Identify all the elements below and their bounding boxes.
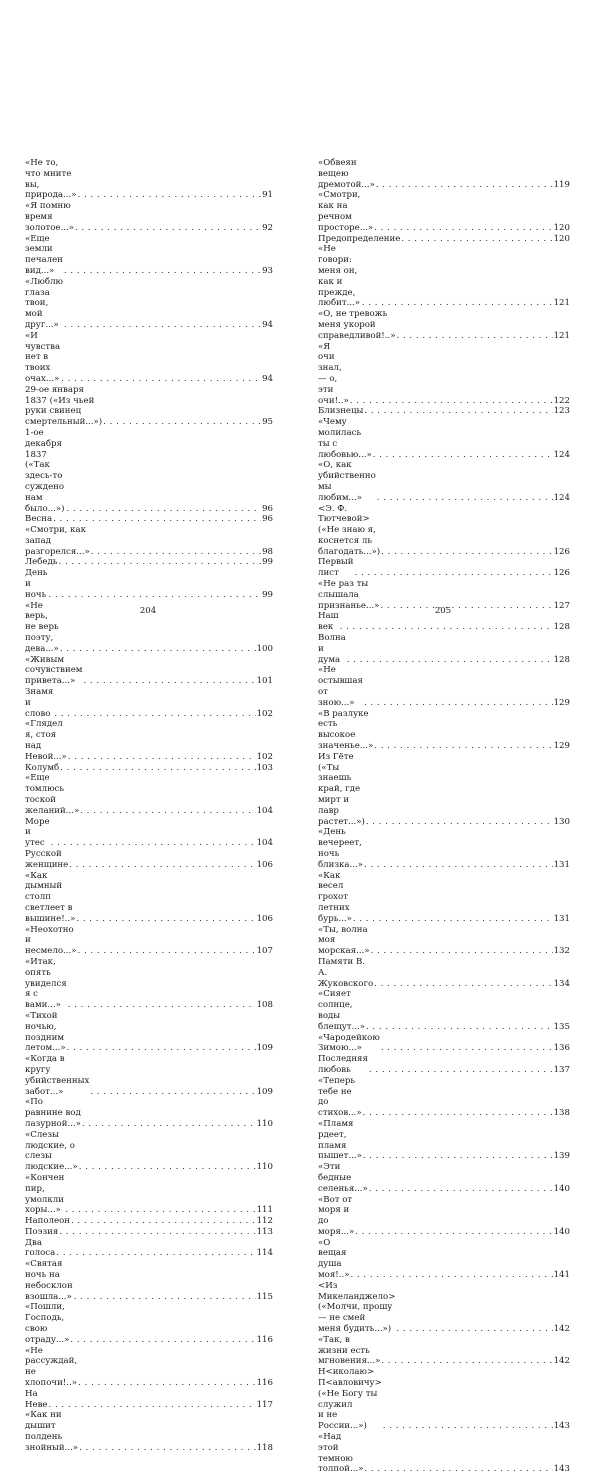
toc-entry-title: «Итак, опять увиделся я с вами...»	[25, 956, 67, 1011]
dot-leader	[64, 266, 261, 277]
toc-entry-page: 112	[256, 1216, 273, 1227]
dot-leader	[364, 698, 553, 709]
toc-entry-page: 124	[553, 492, 570, 503]
toc-entry-title: «Пламя рдеет, пламя пышет...»	[318, 1118, 362, 1162]
toc-entry-page: 116	[256, 1378, 273, 1389]
toc-entry-page: 124	[553, 449, 570, 460]
toc-entry	[25, 773, 273, 816]
toc-entry-title: «Не то, что мните вы, природа...»	[25, 158, 77, 201]
dot-leader	[350, 396, 553, 407]
toc-entry-title: «По равнине вод лазурной...»	[25, 1097, 81, 1129]
toc-entry	[318, 709, 570, 752]
toc-entry	[318, 158, 570, 190]
toc-entry-title: «Святая ночь на небосклон взошла...»	[25, 1259, 73, 1302]
toc-entry-page: 94	[262, 373, 273, 384]
toc-entry	[25, 557, 273, 568]
toc-entry	[318, 244, 570, 309]
toc-entry	[25, 1410, 273, 1453]
toc-entry-page: 103	[256, 762, 273, 773]
toc-entry-title: Весна	[25, 514, 53, 525]
toc-entry	[25, 655, 273, 687]
toc-entry	[25, 1389, 273, 1411]
dot-leader	[48, 590, 261, 601]
dot-leader	[90, 1087, 255, 1098]
dot-leader	[53, 514, 261, 525]
toc-entry-page: 129	[553, 697, 570, 708]
toc-entry-title: День и ночь	[25, 568, 48, 600]
toc-entry	[25, 1238, 273, 1260]
toc-entry-title: «Пошли, Господь, свою отраду...»	[25, 1302, 70, 1345]
toc-entry-page: 101	[256, 676, 273, 687]
toc-entry-page: 120	[553, 222, 570, 233]
toc-entry-title: «Сияет солнце, воды блещут...»	[318, 989, 365, 1032]
toc-entry	[25, 1227, 273, 1238]
toc-entry-title: Знамя и слово	[25, 687, 54, 719]
toc-entry-title: «В разлуке есть высокое значенье...»	[318, 708, 374, 752]
dot-leader	[77, 946, 255, 957]
dot-leader	[373, 450, 553, 461]
toc-entry	[318, 989, 570, 1032]
toc-entry-page: 102	[256, 751, 273, 762]
toc-entry-page: 123	[553, 406, 570, 417]
toc-entry-title: «Кончен пир, умолкли хоры...»	[25, 1172, 65, 1216]
dot-leader	[381, 1356, 552, 1367]
toc-entry-page: 134	[553, 978, 570, 989]
dot-leader	[347, 655, 553, 666]
toc-entry-page: 142	[553, 1324, 570, 1335]
dot-leader	[78, 1378, 256, 1389]
dot-leader	[355, 568, 553, 579]
toc-entry-title: Русской женщине	[25, 849, 69, 870]
toc-entry-page: 135	[553, 1021, 570, 1032]
toc-entry	[25, 158, 273, 201]
toc-entry-title: «Эти бедные селенья...»	[318, 1162, 368, 1194]
toc-entry-page: 140	[553, 1226, 570, 1237]
toc-entry-page: 121	[553, 298, 570, 309]
toc-entry-title: Последняя любовь	[318, 1054, 368, 1075]
toc-entry-title: «Глядел я, стоя над Невой...»	[25, 719, 67, 762]
toc-entry	[318, 1076, 570, 1119]
dot-leader	[362, 298, 553, 309]
toc-entry-title: <Из Микеланджело> («Молчи, прошу — не смей меня будить...»)	[318, 1280, 396, 1335]
toc-entry-title: «Не рассуждай, не хлопочи!..»	[25, 1345, 78, 1389]
toc-entry-title: «Ты, волна моя морская...»	[318, 924, 370, 957]
toc-entry-title: <Э. Ф. Тютчевой> («Не знаю я, коснется ль благодать...»)	[318, 503, 381, 557]
toc-entry	[318, 827, 570, 870]
toc-entry-title: Из Гёте («Ты знаешь край, где мирт и лавр растет...»)	[318, 751, 365, 827]
toc-entry-title: Н<иколаю> П<авловичу> («Не Богу ты служил и не России...»)	[318, 1367, 382, 1432]
toc-entry-page: 136	[553, 1043, 570, 1054]
toc-entry-title: «Я помню время золотое...»	[25, 201, 74, 233]
toc-entry	[25, 687, 273, 719]
toc-entry-page: 106	[256, 859, 273, 870]
toc-entry	[318, 406, 570, 417]
dot-leader	[366, 1022, 553, 1033]
toc-entry-page: 99	[262, 589, 273, 600]
table-of-contents-right	[318, 158, 570, 1475]
dot-leader	[82, 1119, 256, 1130]
toc-entry-title: Наполеон	[25, 1216, 70, 1227]
toc-entry	[318, 557, 570, 579]
toc-entry-title: Лебедь	[25, 557, 58, 568]
toc-entry-page: 116	[256, 1334, 273, 1345]
toc-entry-title: «Люблю глаза твои, мой друг...»	[25, 276, 64, 330]
toc-entry	[318, 633, 570, 665]
toc-entry-page: 99	[262, 557, 273, 568]
dot-leader	[76, 914, 255, 925]
toc-entry-page: 110	[256, 1118, 273, 1129]
toc-entry-page: 122	[553, 395, 570, 406]
toc-entry-page: 138	[553, 1108, 570, 1119]
toc-entry-page: 118	[256, 1442, 273, 1453]
dot-leader	[60, 763, 255, 774]
toc-entry-title: Море и утес	[25, 816, 50, 849]
dot-leader	[66, 504, 261, 515]
toc-entry-title: «О, не тревожь меня укорой справедливой!..»	[318, 309, 396, 341]
toc-entry	[318, 871, 570, 925]
toc-entry-title: «О, как убийственно мы любим...»	[318, 460, 376, 503]
toc-entry	[318, 925, 570, 957]
toc-entry-title: Наш век	[318, 611, 339, 633]
toc-entry-title: «Неохотно и несмело...»	[25, 924, 77, 957]
toc-entry-page: 141	[553, 1270, 570, 1281]
dot-leader	[68, 752, 256, 763]
toc-entry-title: «Живым сочувствием привета...»	[25, 654, 83, 687]
toc-entry-page: 117	[256, 1399, 273, 1410]
toc-entry-page: 132	[553, 946, 570, 957]
dot-leader	[83, 676, 255, 687]
toc-entry-page: 98	[262, 546, 273, 557]
toc-entry	[318, 1162, 570, 1194]
dot-leader	[91, 547, 261, 558]
toc-entry	[318, 1195, 570, 1238]
toc-entry-title: Близнецы	[318, 406, 364, 417]
toc-entry-page: 106	[256, 913, 273, 924]
toc-entry-title: 29-ое января 1837 («Из чьей руки свинец смертельный...»)	[25, 384, 103, 428]
toc-entry	[25, 385, 273, 428]
toc-entry-page: 143	[553, 1464, 570, 1475]
dot-leader	[61, 374, 261, 385]
toc-entry	[318, 234, 570, 245]
dot-leader	[355, 1227, 552, 1238]
toc-entry	[318, 1367, 570, 1432]
toc-entry-page: 110	[256, 1162, 273, 1173]
dot-leader	[54, 709, 255, 720]
dot-leader	[79, 1443, 256, 1454]
toc-entry-page: 139	[553, 1151, 570, 1162]
toc-entry	[25, 925, 273, 957]
toc-entry	[25, 817, 273, 849]
toc-entry-title: Волна и дума	[318, 633, 346, 665]
dot-leader	[366, 817, 553, 828]
toc-entry-page: 104	[256, 838, 273, 849]
dot-leader	[363, 1151, 553, 1162]
toc-entry	[25, 568, 273, 600]
toc-entry-page: 96	[262, 514, 273, 525]
toc-entry	[25, 1216, 273, 1227]
toc-entry	[25, 525, 273, 557]
dot-leader	[383, 1421, 553, 1432]
toc-entry	[25, 849, 273, 871]
toc-entry	[318, 342, 570, 407]
toc-entry-title: «Чему молилась ты с любовью...»	[318, 417, 372, 460]
dot-leader	[67, 1043, 256, 1054]
dot-leader	[65, 1205, 255, 1216]
toc-entry	[25, 1346, 273, 1389]
toc-entry	[318, 752, 570, 828]
dot-leader	[353, 914, 553, 925]
toc-entry-page: 119	[553, 179, 570, 190]
dot-leader	[59, 557, 262, 568]
dot-leader	[374, 741, 552, 752]
toc-entry-page: 121	[553, 330, 570, 341]
toc-entry-page: 129	[553, 741, 570, 752]
toc-entry-title: «О вещая душа моя!..»	[318, 1237, 350, 1281]
dot-leader	[374, 979, 552, 990]
toc-entry	[25, 1011, 273, 1054]
dot-leader	[369, 1184, 553, 1195]
dot-leader	[59, 1227, 255, 1238]
dot-leader	[396, 1324, 552, 1335]
toc-entry-title: «Как ни дышит полдень знойный...»	[25, 1410, 79, 1453]
toc-entry-page: 128	[553, 654, 570, 665]
toc-entry	[25, 1097, 273, 1129]
toc-entry-title: «Смотри, как запад разгорелся...»	[25, 525, 90, 557]
toc-entry	[25, 1054, 273, 1097]
toc-entry	[25, 428, 273, 514]
toc-entry-title: «Как весел грохот летних бурь...»	[318, 870, 352, 924]
toc-entry-title: «Теперь тебе не до стихов...»	[318, 1075, 362, 1119]
toc-entry-page: 126	[553, 546, 570, 557]
toc-entry	[25, 957, 273, 1011]
toc-entry-page: 126	[553, 568, 570, 579]
toc-entry-page: 131	[553, 913, 570, 924]
dot-leader	[69, 860, 255, 871]
toc-entry-page: 128	[553, 622, 570, 633]
toc-entry-title: «День вечереет, ночь близка...»	[318, 827, 363, 870]
page-number-left: 204	[139, 606, 157, 616]
toc-entry	[318, 1054, 570, 1076]
toc-entry-title: Первый лист	[318, 557, 354, 579]
toc-entry-page: 96	[262, 503, 273, 514]
toc-entry-title: Колумб	[25, 762, 60, 773]
toc-entry	[318, 417, 570, 460]
toc-entry-title: «Не говори: меня он, как и прежде, любит...»	[318, 244, 361, 309]
toc-entry	[318, 504, 570, 558]
page-number-right: 205	[434, 606, 452, 616]
dot-leader	[377, 493, 553, 504]
toc-entry-title: Два голоса	[25, 1237, 56, 1259]
toc-entry-page: 104	[256, 805, 273, 816]
toc-entry	[318, 190, 570, 233]
dot-leader	[350, 1270, 552, 1281]
toc-entry-page: 94	[262, 319, 273, 330]
toc-entry-title: «Не раз ты слышала признанье...»	[318, 579, 380, 611]
toc-entry-title: «Как дымный столп светлеет в вышине!..»	[25, 870, 76, 924]
dot-leader	[51, 838, 256, 849]
toc-entry-title: «Я очи знал, — о, эти очи!..»	[318, 341, 349, 406]
toc-entry-title: «Еще томлюсь тоской желаний...»	[25, 773, 80, 816]
toc-entry-title: «Не остывшая от зною...»	[318, 665, 363, 708]
toc-entry-page: 107	[256, 946, 273, 957]
toc-entry-page: 102	[256, 708, 273, 719]
toc-entry-page: 91	[262, 190, 273, 201]
toc-entry	[318, 957, 570, 989]
toc-entry-title: «Так, в жизни есть мгновения...»	[318, 1334, 381, 1367]
toc-entry-page: 93	[262, 265, 273, 276]
toc-entry	[318, 1033, 570, 1055]
toc-entry	[318, 1335, 570, 1367]
dot-leader	[364, 860, 553, 871]
toc-entry-page: 92	[262, 222, 273, 233]
toc-entry-page: 115	[256, 1291, 273, 1302]
toc-entry	[25, 1173, 273, 1216]
toc-entry-title: «Обвеян вещею дремотой...»	[318, 158, 375, 190]
toc-entry-title: «Не верь, не верь поэту, дева...»	[25, 600, 59, 654]
dot-leader	[401, 234, 552, 245]
toc-entry	[25, 719, 273, 762]
toc-entry-page: 113	[256, 1226, 273, 1237]
toc-entry-page: 108	[256, 1000, 273, 1011]
dot-leader	[75, 223, 261, 234]
toc-entry-title: 1-ое декабря 1837 («Так здесь-то суждено нам было...»)	[25, 427, 65, 514]
dot-leader	[103, 417, 261, 428]
toc-entry	[25, 871, 273, 925]
toc-entry-page: 95	[262, 417, 273, 428]
dot-leader	[74, 1292, 256, 1303]
dot-leader	[56, 1248, 255, 1259]
toc-entry	[318, 1238, 570, 1281]
toc-entry-page: 140	[553, 1183, 570, 1194]
left-page	[25, 158, 273, 1454]
toc-entry	[25, 514, 273, 525]
dot-leader	[369, 1065, 553, 1076]
toc-entry	[318, 309, 570, 341]
toc-entry-page: 143	[553, 1421, 570, 1432]
toc-entry-page: 114	[256, 1248, 273, 1259]
dot-leader	[364, 1464, 552, 1475]
toc-entry-title: Памяти В. А. Жуковского	[318, 956, 374, 989]
dot-leader	[364, 406, 552, 417]
dot-leader	[381, 547, 553, 558]
toc-entry	[318, 1281, 570, 1335]
toc-entry-page: 111	[256, 1205, 273, 1216]
toc-entry-page: 131	[553, 859, 570, 870]
toc-entry-page: 120	[553, 233, 570, 244]
dot-leader	[78, 190, 262, 201]
toc-entry-page: 109	[256, 1043, 273, 1054]
toc-entry	[318, 1432, 570, 1475]
toc-entry-title: «Чародейкою Зимою...»	[318, 1032, 380, 1054]
toc-entry-page: 100	[256, 643, 273, 654]
toc-entry-title: Поэзия	[25, 1226, 59, 1237]
toc-entry	[318, 665, 570, 708]
toc-entry-title: «Еще земли печален вид...»	[25, 233, 63, 276]
dot-leader	[371, 946, 553, 957]
toc-entry-page: 127	[553, 600, 570, 611]
toc-entry-title: Предопределение	[318, 233, 401, 244]
toc-entry-title: «И чувства нет в твоих очах...»	[25, 330, 61, 384]
toc-entry	[25, 234, 273, 277]
toc-entry	[25, 763, 273, 774]
dot-leader	[380, 601, 552, 612]
toc-entry-title: «Когда в кругу убийственных забот...»	[25, 1054, 90, 1097]
toc-entry	[25, 1130, 273, 1173]
table-of-contents-left	[25, 158, 273, 1454]
toc-entry-title: «Тихой ночью, поздним летом...»	[25, 1010, 66, 1054]
toc-entry-page: 109	[256, 1086, 273, 1097]
dot-leader	[64, 320, 261, 331]
dot-leader	[79, 1162, 256, 1173]
dot-leader	[70, 1335, 255, 1346]
toc-entry	[25, 277, 273, 331]
dot-leader	[396, 331, 552, 342]
toc-entry-title: На Неве	[25, 1388, 48, 1410]
toc-entry-page: 130	[553, 816, 570, 827]
toc-entry	[318, 1119, 570, 1162]
toc-entry	[25, 331, 273, 385]
right-page	[318, 158, 570, 1475]
dot-leader	[363, 1108, 553, 1119]
dot-leader	[49, 1400, 256, 1411]
toc-entry-page: 142	[553, 1356, 570, 1367]
toc-entry-title: «Смотри, как на речном просторе...»	[318, 190, 374, 233]
toc-entry-title: «Слезы людские, о слезы людские...»	[25, 1129, 78, 1173]
toc-entry-title: «Над этой темною толпой...»	[318, 1432, 364, 1475]
dot-leader	[340, 622, 553, 633]
toc-entry-title: «Вот от моря и до моря...»	[318, 1194, 355, 1237]
dot-leader	[376, 180, 553, 191]
dot-leader	[381, 1043, 553, 1054]
dot-leader	[80, 806, 255, 817]
dot-leader	[374, 223, 552, 234]
toc-entry	[318, 460, 570, 503]
toc-entry-page: 137	[553, 1064, 570, 1075]
dot-leader	[68, 1000, 256, 1011]
dot-leader	[71, 1216, 256, 1227]
toc-entry	[25, 1259, 273, 1302]
toc-entry	[25, 201, 273, 233]
toc-entry	[25, 1302, 273, 1345]
dot-leader	[60, 644, 256, 655]
